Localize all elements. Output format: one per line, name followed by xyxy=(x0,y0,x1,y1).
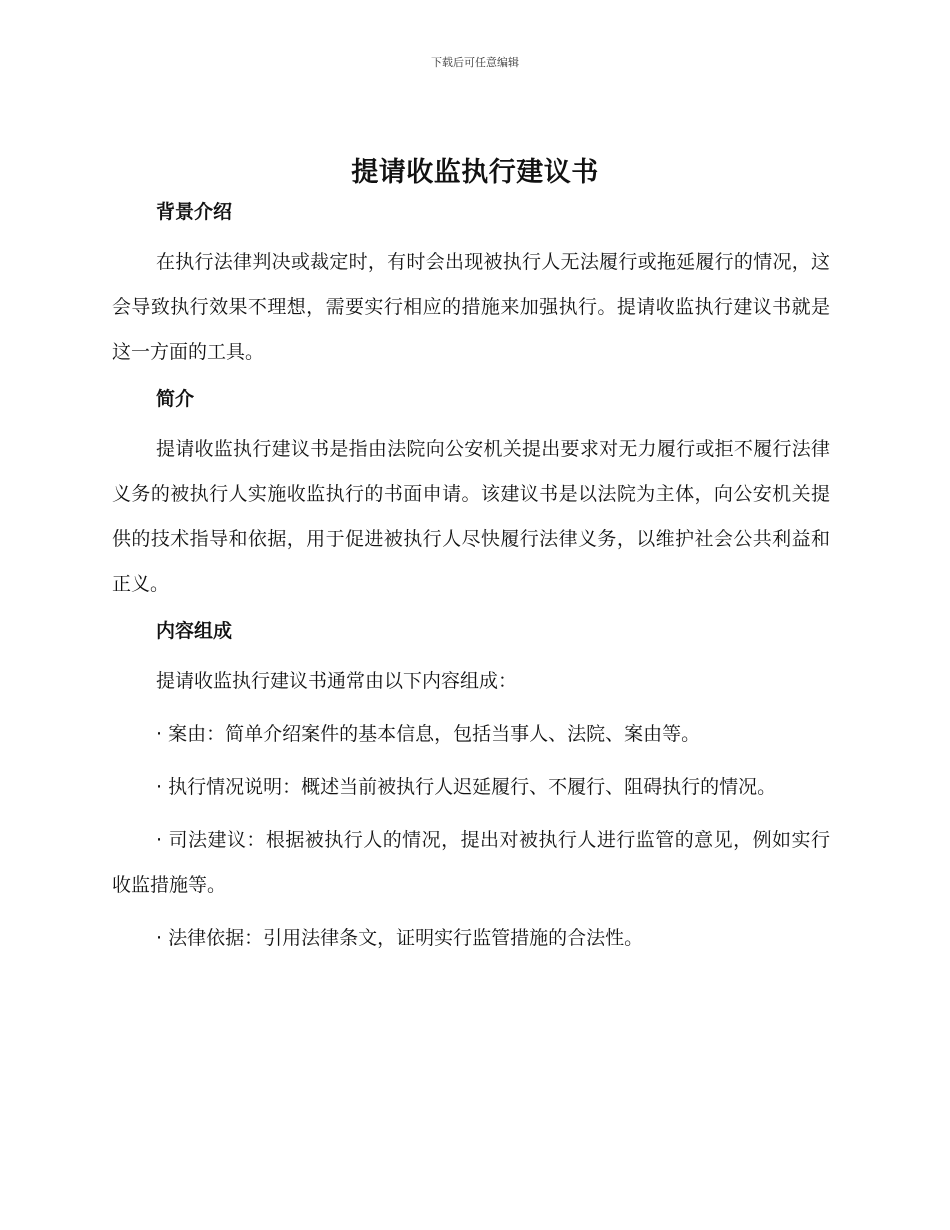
section-heading: 背景介绍 xyxy=(156,201,233,223)
list-item-judicial-advice: · 司法建议：根据被执行人的情况，提出对被执行人进行监管的意见，例如实行收监措施等。 xyxy=(112,829,830,896)
section-introduction xyxy=(112,383,830,607)
section-paragraph: 提请收监执行建议书通常由以下内容组成： xyxy=(156,670,518,692)
section-paragraph: 在执行法律判决或裁定时，有时会出现被执行人无法履行或拖延履行的情况，这会导致执行效果不理想，需要实行相应的措施来加强执行。提请收监执行建议书就是这一方面的工具。 xyxy=(112,251,830,363)
page-header-note: 下载后可任意编辑 xyxy=(431,56,519,69)
section-heading: 内容组成 xyxy=(156,620,233,642)
list-item-execution-status: · 执行情况说明：概述当前被执行人迟延履行、不履行、阻碍执行的情况。 xyxy=(156,776,777,798)
list-item-case-cause: · 案由：简单介绍案件的基本信息，包括当事人、法院、案由等。 xyxy=(156,723,701,745)
section-heading: 简介 xyxy=(156,388,195,410)
section-background xyxy=(112,196,830,375)
section-paragraph: 提请收监执行建议书是指由法院向公安机关提出要求对无力履行或拒不履行法律义务的被执行人实施收监执行的书面申请。该建议书是以法院为主体，向公安机关提供的技术指导和依据，用于促进被执行人尽快履行法律义务，以维护社会公共利益和正义。 xyxy=(112,438,830,595)
section-contents xyxy=(112,615,830,961)
list-item-legal-basis: · 法律依据：引用法律条文，证明实行监管措施的合法性。 xyxy=(156,927,644,949)
document-body xyxy=(112,196,830,969)
document-title: 提请收监执行建议书 xyxy=(351,157,599,188)
